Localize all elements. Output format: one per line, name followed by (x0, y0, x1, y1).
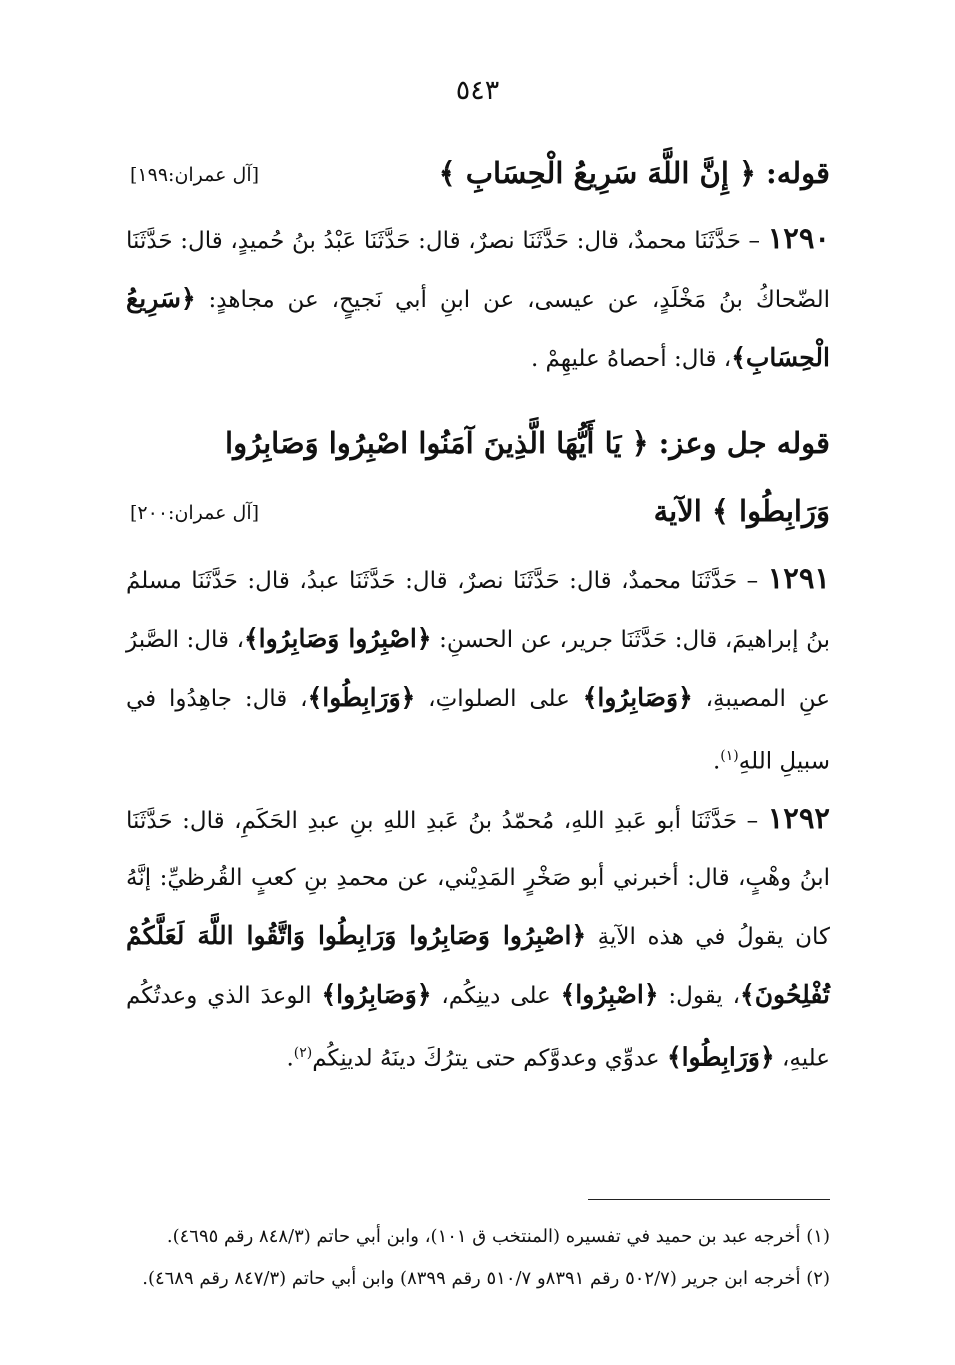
hadith-1290 (126, 210, 830, 388)
footnote-marker[interactable]: (١) (720, 748, 739, 764)
quran-quote: ﴿وَصَابِرُوا﴾ (582, 683, 693, 712)
quran-quote: ﴿سَرِيعُ الْحِسَابِ﴾ (126, 284, 830, 372)
section-heading-1 (130, 156, 830, 196)
quran-quote: ﴿اصْبِرُوا وَصَابِرُوا﴾ (244, 624, 432, 653)
page-number: ٥٤٣ (455, 75, 500, 106)
quran-quote: ﴿وَرَابِطُوا﴾ (666, 1042, 775, 1072)
hadith-text: ، قال: جاهِدُوا في سبيلِ اللهِ (126, 686, 830, 775)
hadith-text: – حَدَّثَنَا محمدٌ، قال: حَدَّثَنَا نصرٌ، قال: حَدَّثَنَا عبدُ، قال: حَدَّثَنَا مسلمُ بنُ إبراهيمَ، قال: حَدَّثَنَا جرير، عن الحسنِ: (126, 568, 830, 653)
hadith-text: – حَدَّثَنَا أبو عَبدِ اللهِ، مُحمّدُ بنُ عَبدِ اللهِ بنِ عبدِ الحَكَمِ، قال: حَدَّثَنَا ابنُ وهْبٍ، قال: أخبرني أبو صَخْرٍ المَدِيْني، عن محمدِ بنِ كعبٍ القُرظيِّ: إنَّهُ كان يقولُ في هذه الآيةِ (126, 808, 830, 950)
hadith-text: . (712, 748, 721, 775)
verse-reference: [آل عمران:٢٠٠] (130, 502, 260, 524)
hadith-number: ١٢٩١ (767, 561, 830, 595)
quran-quote: ﴿وَرَابِطُوا﴾ (307, 683, 416, 712)
hadith-text: ، قال: الصَّبرُ عنِ المصيبةِ، (126, 627, 830, 712)
footnote-marker[interactable]: (٢) (293, 1045, 313, 1061)
hadith-text: . (286, 1045, 294, 1072)
footnote-1: (١) أخرجه عبد بن حميد في تفسيره (المنتخب ق ١٠١)، وابن أبي حاتم (٨٤٨/٣ رقم ٤٦٩٥). (166, 1226, 830, 1247)
hadith-1292 (126, 790, 830, 1088)
heading-text: قوله جل وعز: ﴿ يَا أَيُّهَا الَّذِينَ آمَنُوا اصْبِرُوا وَصَابِرُوا (225, 426, 830, 460)
quran-quote: ﴿وَصَابِرُوا﴾ (321, 980, 432, 1009)
section-heading-2-line2 (130, 494, 830, 534)
heading-text: وَرَابِطُوا ﴾ الآية (653, 494, 830, 528)
section-heading-2 (130, 426, 830, 466)
quran-quote: ﴿اصْبِرُوا﴾ (560, 980, 659, 1009)
heading-text: قوله: ﴿ إِنَّ اللَّهَ سَرِيعُ الْحِسَابِ ﴾ (438, 156, 830, 190)
hadith-1291 (126, 550, 830, 791)
hadith-text: على الصلواتِ، (415, 686, 583, 712)
hadith-text: عدوِّي وعدوَّكم حتى يترُكَ دينَهُ لدينِكُم (312, 1045, 667, 1072)
hadith-text: ، قال: أحصاهُ عليهِمْ . (530, 346, 732, 372)
hadith-text: ، يقول: (658, 983, 741, 1009)
footnote-2: (٢) أخرجه ابن جرير (٥٠٢/٧ رقم ٨٣٩١و ٥١٠/٧ رقم ٨٣٩٩) وابن أبي حاتم (٨٤٧/٣ رقم ٤٦٨٩). (142, 1268, 830, 1289)
quran-quote: ﴿اصْبِرُوا وَصَابِرُوا وَرَابِطُوا وَاتَّقُوا اللَّهَ لَعَلَّكُمْ تُفْلِحُونَ﴾ (126, 921, 830, 1009)
verse-reference: [آل عمران:١٩٩] (130, 164, 260, 186)
hadith-number: ١٢٩٢ (767, 801, 830, 835)
hadith-number: ١٢٩٠ (767, 221, 830, 255)
hadith-text: – حَدَّثَنَا محمدٌ، قال: حَدَّثَنَا نصرٌ، قال: حَدَّثَنَا عَبْدُ بنُ حُميدٍ، قال: حَدَّثَنَا الضّحاكُ بنُ مَخْلَدٍ، عن عيسى، عن ابنِ أبي نَجيحٍ، عن مجاهدٍ: (126, 228, 830, 313)
hadith-text: على دينِكُم، (431, 983, 561, 1009)
hadith-text: الوعدَ الذي وعدتُكُم عليهِ، (126, 983, 830, 1072)
footnote-divider (588, 1199, 830, 1200)
